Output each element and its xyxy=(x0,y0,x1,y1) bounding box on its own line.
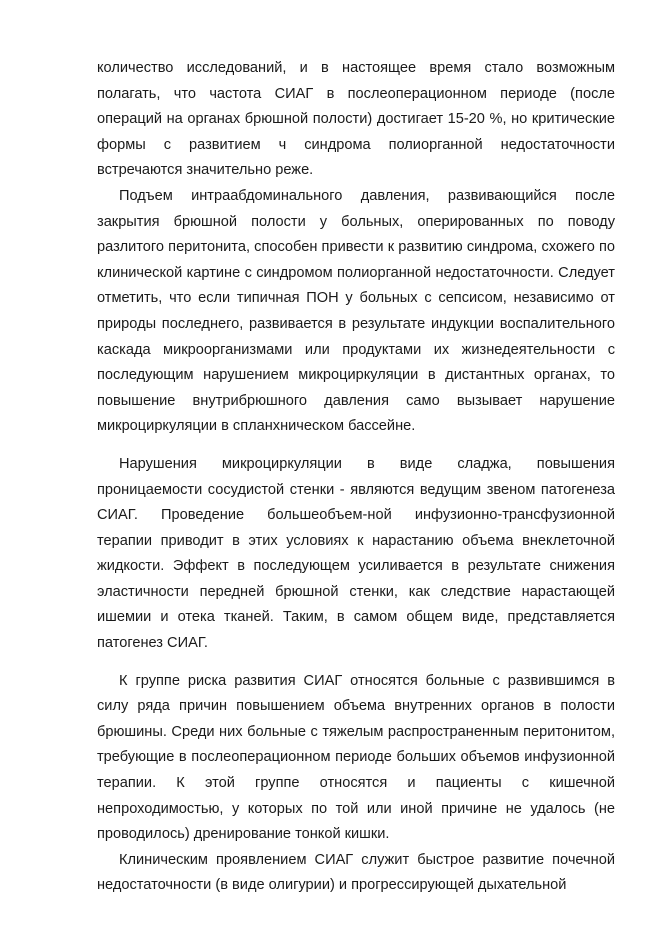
paragraph-2: Подъем интраабдоминального давления, развивающийся после закрытия брюшной полости у больных, оперированных по поводу разлитого перитонита, способен привести к развитию синдрома, схожего по клинической картине с синдромом полиорганной недостаточности. Следует отметить, что если типичная ПОН у больных с сепсисом, независимо от природы последнего, развивается в результате индукции воспалительного каскада микроорганизмами или продуктами их жизнедеятельности с последующим нарушением микроциркуляции в дистантных органах, то повышение внутрибрюшного давления само вызывает нарушение микроциркуляции в спланхническом бассейне. xyxy=(97,187,615,435)
paragraph-1: количество исследований, и в настоящее время стало возможным полагать, что частота СИАГ в послеоперационном периоде (после операций на органах брюшной полости) достигает 15-20 %, но критические формы с развитием ч синдрома полиорганной недостаточности встречаются значительно реже. xyxy=(97,60,615,179)
document-page xyxy=(97,56,615,899)
paragraph-5: Клиническим проявлением СИАГ служит быстрое развитие почечной недостаточности (в виде олигурии) и прогрессирующей дыхательной xyxy=(97,851,615,894)
paragraph-4: К группе риска развития СИАГ относятся больные с развившимся в силу ряда причин повышением объема внутренних органов в полости брюшины. Среди них больные с тяжелым распространенным перитонитом, требующие в послеоперационном периоде больших объемов инфузионной терапии. К этой группе относятся и пациенты с кишечной непроходимостью, у которых по той или иной причине не удалось (не проводилось) дренирование тонкой кишки. xyxy=(97,672,615,843)
paragraph-3: Нарушения микроциркуляции в виде сладжа, повышения проницаемости сосудистой стенки - являются ведущим звеном патогенеза СИАГ. Проведение большеобъем-ной инфузионно-трансфузионной терапии приводит в этих условиях к нарастанию объема внеклеточной жидкости. Эффект в последующем усиливается в результате снижения эластичности передней брюшной стенки, как следствие нарастающей ишемии и отека тканей. Таким, в самом общем виде, представляется патогенез СИАГ. xyxy=(97,455,615,652)
